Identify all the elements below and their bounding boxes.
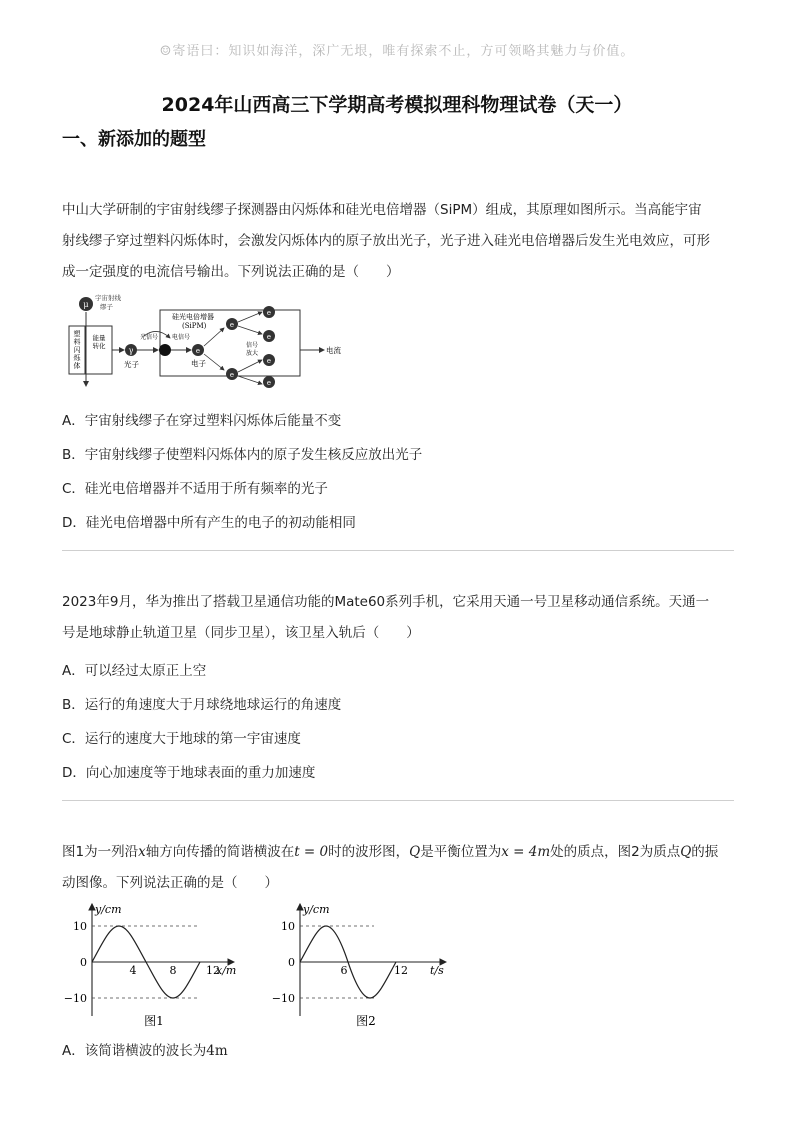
current-label: 电流 (326, 346, 341, 355)
photocathode-icon (159, 344, 171, 356)
photon-symbol: γ (128, 346, 134, 355)
q2-option-b[interactable]: B．运行的角速度大于月球绕地球运行的角速度 (62, 697, 342, 713)
q1-stem-line-1: 中山大学研制的宇宙射线缪子探测器由闪烁体和硅光电倍增器（SiPM）组成，其原理如图所示。当高能宇宙 (62, 202, 702, 218)
figure-caption: 图1 (144, 1014, 164, 1028)
electron-symbol: e (266, 309, 272, 317)
y-axis-label: y/cm (303, 903, 330, 916)
q2-stem-line-1: 2023年9月，华为推出了搭载卫星通信功能的Mate60系列手机，它采用天通一号卫星移动通信系统。天通一 (62, 594, 710, 610)
amplify-label: 放大 (245, 350, 259, 357)
q3-text: 图1为一列沿 (62, 844, 139, 860)
electron-symbol: e (229, 371, 235, 379)
x-tick-label: 12 (206, 964, 220, 977)
electron-symbol: e (266, 333, 272, 341)
q3-option-a-text: A．该简谐横波的波长为 (62, 1043, 207, 1059)
vibration-graph-fig2 (270, 898, 470, 1034)
q2-stem-line-2: 号是地球静止轨道卫星（同步卫星），该卫星入轨后（ ） (62, 625, 420, 641)
q3-var-x: x (138, 844, 146, 860)
muon-symbol: μ (83, 300, 89, 309)
y-tick-label: 0 (288, 956, 295, 969)
t-axis-label: t/s (430, 964, 444, 977)
electron-symbol: e (195, 347, 201, 355)
arrow (238, 360, 262, 372)
photon-label: 光子 (124, 360, 139, 369)
electron-symbol: e (266, 357, 272, 365)
muon-label: 缪子 (100, 303, 113, 311)
y-tick-label: 10 (281, 920, 295, 933)
y-tick-label: −10 (271, 992, 295, 1005)
electron-symbol: e (229, 321, 235, 329)
figure-caption: 图2 (356, 1014, 376, 1028)
scintillator-label: 闪 (73, 346, 81, 354)
q3-math-x4: x = 4m (501, 844, 551, 860)
electric-signal-label: 电信号 (172, 334, 191, 341)
wave-graph-fig1 (62, 898, 272, 1034)
amplify-label: 信号 (245, 342, 259, 349)
arrow (204, 328, 224, 346)
q1-stem-line-2: 射线缪子穿过塑料闪烁体时，会激发闪烁体内的原子放出光子，光子进入硅光电倍增器后发生光电效应，可形 (62, 233, 710, 249)
electron-symbol: e (266, 379, 272, 387)
q3-text: 时的波形图， (328, 844, 410, 860)
y-tick-label: 10 (73, 920, 87, 933)
arrow (238, 326, 262, 334)
sipm-diagram (62, 292, 362, 392)
arrow (238, 312, 262, 322)
q1-option-d[interactable]: D．硅光电倍增器中所有产生的电子的初动能相同 (62, 515, 356, 531)
q3-stem-line-2: 动图像。下列说法正确的是（ ） (62, 875, 278, 891)
divider (62, 550, 734, 551)
arrow (238, 376, 262, 384)
cosmic-ray-label: 宇宙射线 (95, 294, 121, 302)
y-axis-label: y/cm (95, 903, 122, 916)
q3-option-a-value: 4m (206, 1043, 228, 1059)
light-signal-label: 光信号 (140, 334, 159, 341)
q1-option-a[interactable]: A．宇宙射线缪子在穿过塑料闪烁体后能量不变 (62, 413, 342, 429)
scintillator-label: 体 (73, 362, 81, 370)
q3-option-a[interactable] (62, 1039, 228, 1059)
energy-label: 能量 (92, 334, 106, 342)
q3-var-q: Q (409, 844, 421, 860)
q3-var-q: Q (680, 844, 692, 860)
q2-option-a[interactable]: A．可以经过太原正上空 (62, 663, 207, 679)
q1-stem-line-3: 成一定强度的电流信号输出。下列说法正确的是（ ） (62, 264, 400, 280)
t-tick-label: 6 (340, 964, 348, 977)
motto: ☺寄语曰：知识如海洋，深广无垠，唯有探索不止，方可领略其魅力与价值。 (159, 44, 635, 59)
sipm-label: (SiPM) (182, 322, 207, 330)
q1-option-c[interactable]: C．硅光电倍增器并不适用于所有频率的光子 (62, 481, 328, 497)
q3-math-t0: t = 0 (294, 844, 329, 860)
section-heading: 一、新添加的题型 (62, 129, 206, 150)
q1-option-b[interactable]: B．宇宙射线缪子使塑料闪烁体内的原子发生核反应放出光子 (62, 447, 423, 463)
q2-option-c[interactable]: C．运行的速度大于地球的第一宇宙速度 (62, 731, 301, 747)
sipm-label: 硅光电倍增器 (172, 313, 214, 321)
q2-option-d[interactable]: D．向心加速度等于地球表面的重力加速度 (62, 765, 316, 781)
scintillator-label: 塑 (73, 330, 81, 338)
x-tick-label: 8 (169, 964, 177, 977)
q3-text: 的振 (691, 844, 719, 860)
y-tick-label: 0 (80, 956, 87, 969)
q3-text: 是平衡位置为 (420, 844, 502, 860)
q3-text: 处的质点，图2为质点 (550, 844, 681, 860)
scintillator-label: 料 (73, 338, 81, 346)
electron-label: 电子 (191, 359, 206, 368)
scintillator-label: 烁 (73, 354, 81, 362)
page-title: 2024年山西高三下学期高考模拟理科物理试卷（天一） (161, 94, 633, 116)
arrow (204, 354, 224, 370)
divider (62, 800, 734, 801)
energy-label: 转化 (92, 342, 106, 350)
x-axis-label: x/m (216, 964, 237, 977)
x-tick-label: 4 (129, 964, 137, 977)
q3-text: 轴方向传播的简谐横波在 (145, 844, 295, 860)
q3-stem-line-1 (62, 837, 734, 868)
y-tick-label: −10 (63, 992, 87, 1005)
t-tick-label: 12 (394, 964, 408, 977)
